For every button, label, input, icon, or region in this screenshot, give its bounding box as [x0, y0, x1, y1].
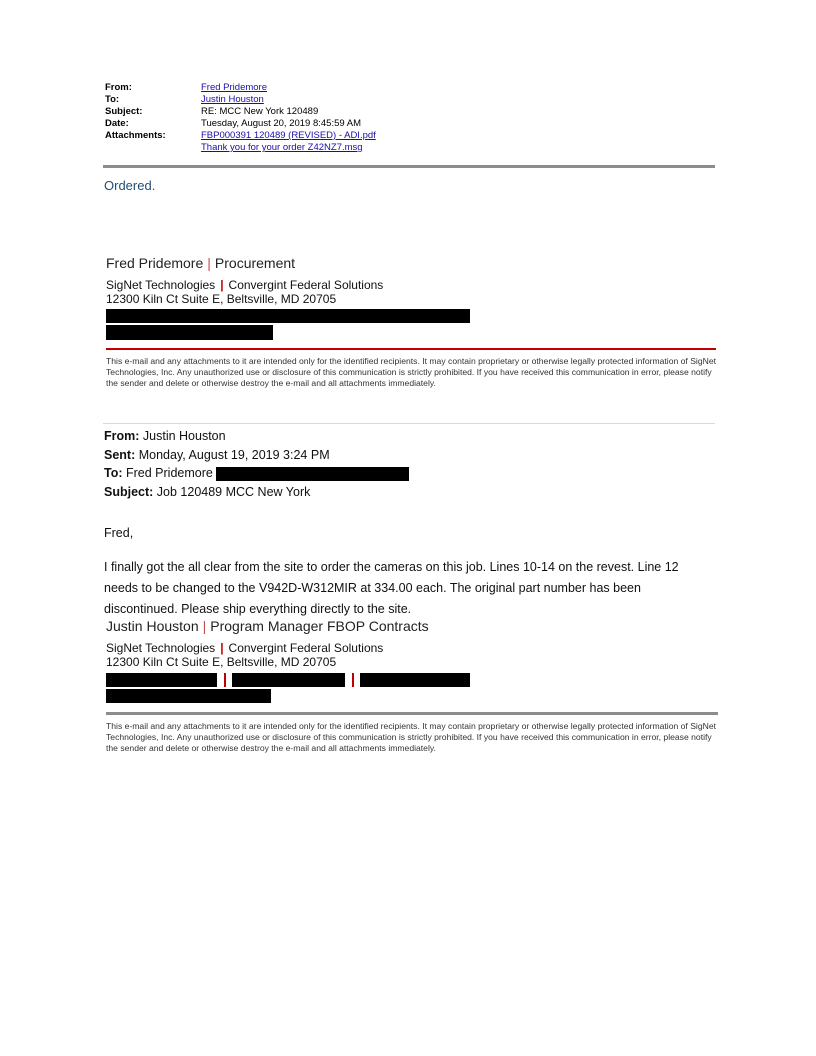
redaction-block	[106, 689, 271, 703]
reply-text: Ordered.	[104, 178, 156, 193]
message-divider	[103, 423, 715, 424]
signature-separator: |	[207, 255, 211, 271]
signature-role: Procurement	[214, 255, 296, 271]
signature-separator: |	[202, 618, 207, 634]
signature-name: Fred Pridemore	[106, 255, 204, 271]
redaction-block	[232, 673, 345, 687]
attachment-link-msg[interactable]: Thank you for your order Z42NZ7.msg	[201, 142, 363, 153]
signature-company-b: Convergint Federal Solutions	[228, 641, 384, 655]
orig-subject-value: Job 120489 MCC New York	[156, 484, 311, 499]
signature-address: 12300 Kiln Ct Suite E, Beltsville, MD 20705	[106, 655, 337, 669]
signature-name: Justin Houston	[106, 618, 199, 634]
date-label: Date:	[105, 118, 129, 129]
signature-divider	[106, 348, 716, 350]
message-body: I finally got the all clear from the site to order the cameras on this job. Lines 10-14 on the revest. Line 12 needs to be changed to the V942D-W312MIR at 334.00 each. The original part number has been discontinued. Please ship everything directly to the site.	[104, 560, 679, 616]
signature-role: Program Manager FBOP Contracts	[210, 618, 429, 634]
disclaimer-text: This e-mail and any attachments to it are intended only for the identified recipients. It may contain proprietary or otherwise legally protected information of SigNet Technologies, Inc. Any unauthorized use or disclosure of this communication is strictly prohibited. If you have received this communication in error, please notify the sender and delete or otherwise destroy the e-mail and all attachments immediately.	[106, 356, 716, 389]
signature-company-line	[106, 278, 383, 292]
signature-company-separator: |	[220, 641, 224, 655]
from-label: From:	[105, 82, 132, 93]
subject-value: RE: MCC New York 120489	[201, 106, 319, 117]
signature-company-a: SigNet Technologies	[106, 278, 216, 292]
to-link[interactable]: Justin Houston	[201, 94, 264, 105]
orig-sent-value: Monday, August 19, 2019 3:24 PM	[138, 447, 330, 462]
contact-separator	[224, 673, 226, 687]
signature-company-b: Convergint Federal Solutions	[228, 278, 384, 292]
orig-to-value: Fred Pridemore	[126, 466, 213, 480]
contact-separator	[352, 673, 354, 687]
signature-name-line	[106, 618, 429, 634]
orig-from-value: Justin Houston	[142, 429, 226, 443]
attachment-link-pdf[interactable]: FBP000391 120489 (REVISED) - ADI.pdf	[201, 130, 376, 141]
email-header	[105, 82, 376, 154]
orig-sent-label: Sent:	[104, 447, 136, 462]
to-label: To:	[105, 94, 120, 105]
orig-subject-label: Subject:	[104, 484, 154, 499]
signature-name-line	[106, 255, 295, 271]
original-message-header	[104, 427, 330, 501]
signature-company-a: SigNet Technologies	[106, 641, 216, 655]
orig-to-label: To:	[104, 466, 123, 480]
disclaimer-text: This e-mail and any attachments to it are intended only for the identified recipients. It may contain proprietary or otherwise legally protected information of SigNet Technologies, Inc. Any unauthorized use or disclosure of this communication is strictly prohibited. If you have received this communication in error, please notify the sender and delete or otherwise destroy the e-mail and all attachments immediately.	[106, 721, 716, 754]
redaction-block	[360, 673, 470, 687]
subject-label: Subject:	[105, 106, 143, 117]
orig-from-label: From:	[104, 429, 140, 443]
signature-company-line	[106, 641, 383, 655]
redaction-block	[106, 309, 470, 323]
redaction-block	[106, 325, 273, 340]
from-link[interactable]: Fred Pridemore	[201, 82, 267, 93]
redaction-block	[216, 467, 409, 481]
signature-company-separator: |	[220, 278, 224, 292]
attachments-label: Attachments:	[105, 130, 166, 141]
signature-divider	[106, 712, 718, 715]
header-divider	[103, 165, 715, 168]
greeting: Fred,	[104, 526, 134, 540]
redaction-block	[106, 673, 217, 687]
date-value: Tuesday, August 20, 2019 8:45:59 AM	[201, 118, 362, 129]
signature-address: 12300 Kiln Ct Suite E, Beltsville, MD 20705	[106, 292, 337, 306]
